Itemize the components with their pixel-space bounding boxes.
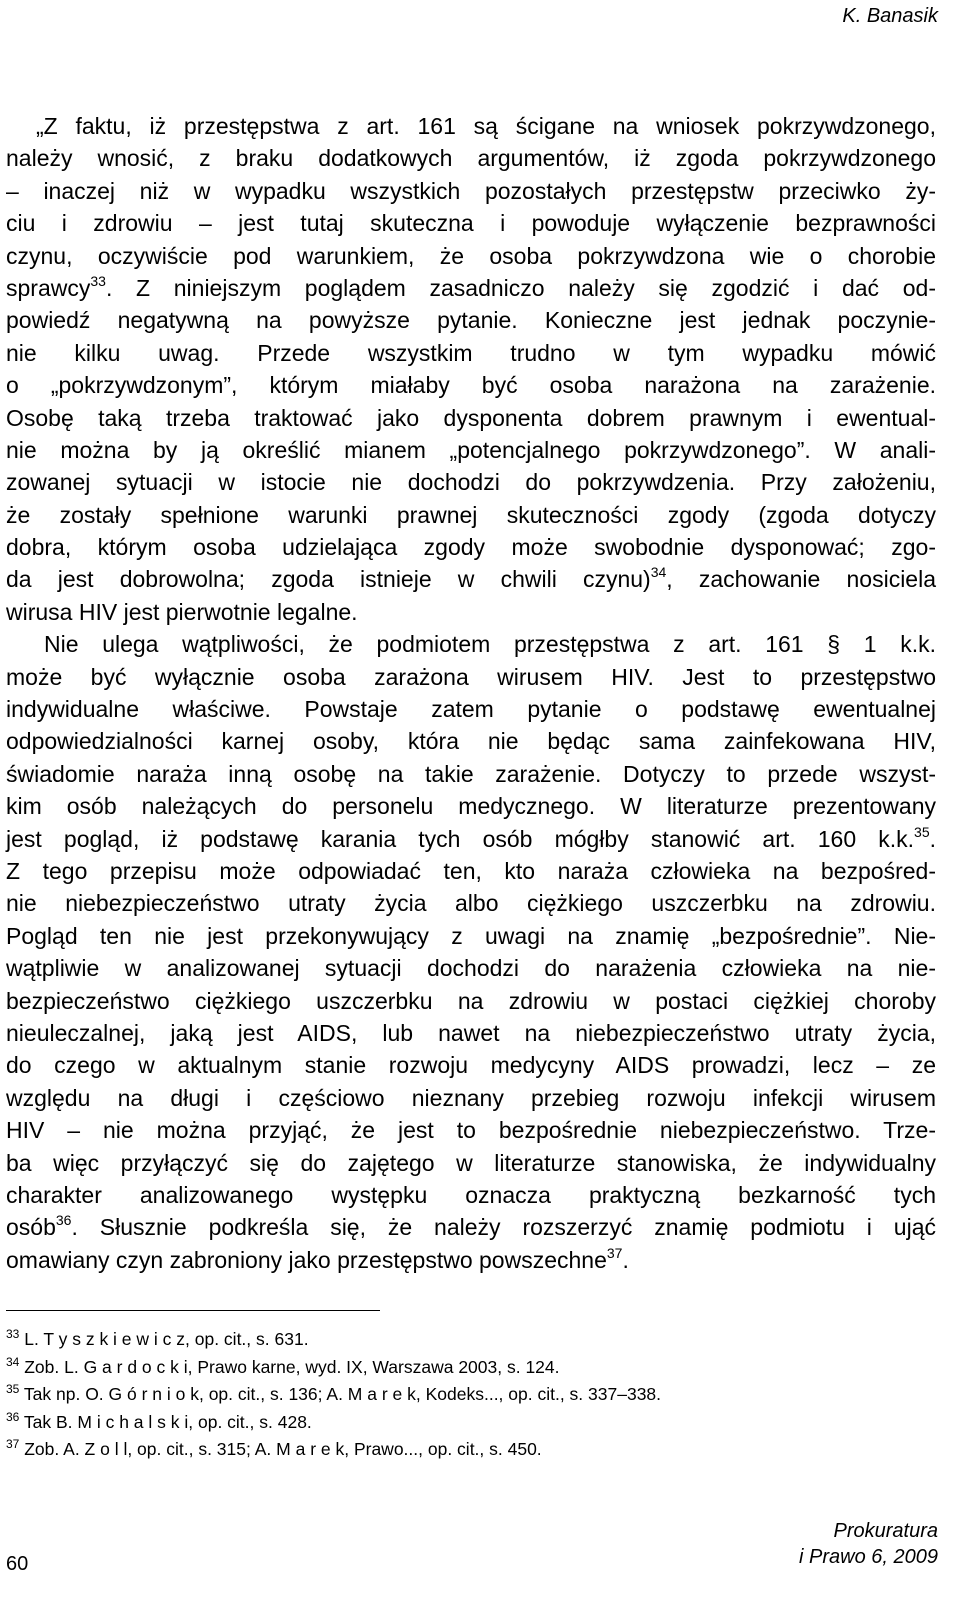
body-line-text: nie kilku uwag. Przede wszystkim trudno w tym wypadku mówić	[6, 339, 936, 366]
body-line	[6, 628, 936, 660]
body-line-text: zowanej sytuacji w istocie nie dochodzi do pokrzywdzenia. Przy założeniu,	[6, 469, 936, 496]
body-line	[6, 563, 936, 595]
footnote-reference: 33	[90, 272, 106, 289]
footnote	[6, 1409, 936, 1437]
body-line	[6, 823, 936, 855]
body-line-text: należy wnosić, z braku dodatkowych argumentów, iż zgoda pokrzywdzonego	[6, 145, 936, 172]
body-line-text-after: . Z niniejszym poglądem zasadniczo należy się zgodzić i dać od-	[105, 274, 936, 301]
body-line	[6, 142, 936, 174]
journal-title: Prokuratura	[833, 1520, 938, 1542]
body-line-text-after: , zachowanie nosiciela	[666, 566, 936, 593]
footnote-text: Zob. L. G a r d o c k i, Prawo karne, wyd. IX, Warszawa 2003, s. 124.	[24, 1356, 560, 1377]
body-line	[6, 661, 936, 693]
body-line	[6, 920, 936, 952]
journal-footer	[799, 1518, 938, 1570]
body-line-text: kim osób należących do personelu medycznego. W literaturze prezentowany	[6, 793, 936, 820]
footnote	[6, 1436, 936, 1464]
body-line-text-after: .	[929, 825, 936, 852]
body-line-text: że zostały spełnione warunki prawnej skuteczności zgody (zgoda dotyczy	[6, 501, 936, 528]
body-line	[6, 887, 936, 919]
body-line-text-after: .	[622, 1246, 629, 1273]
footnote-text: Tak np. O. G ó r n i o k, op. cit., s. 136; A. M a r e k, Kodeks..., op. cit., s. 337–338.	[23, 1384, 662, 1405]
body-line	[6, 985, 936, 1017]
body-line	[6, 337, 936, 369]
body-line	[6, 1082, 936, 1114]
body-line	[6, 790, 936, 822]
body-line-text: względu na długi i częściowo nieznany przebieg rozwoju infekcji wirusem	[6, 1084, 936, 1111]
body-line-text: odpowiedzialności karnej osoby, która nie będąc sama zainfekowana HIV,	[6, 728, 936, 755]
body-line-text-after: . Słusznie podkreśla się, że należy rozszerzyć znamię podmiotu i ująć	[71, 1214, 936, 1241]
body-line-text: omawiany czyn zabroniony jako przestępstwo powszechne	[6, 1246, 607, 1273]
body-line	[6, 952, 936, 984]
body-line	[6, 693, 936, 725]
footnote-text: Tak B. M i c h a l s k i, op. cit., s. 428.	[23, 1411, 312, 1432]
body-line	[6, 175, 936, 207]
footnote	[6, 1381, 936, 1409]
body-line	[6, 1147, 936, 1179]
body-line-text: bezpieczeństwo ciężkiego uszczerbku na zdrowiu w postaci ciężkiej choroby	[6, 987, 936, 1014]
body-line	[6, 758, 936, 790]
footnote-text: Zob. A. Z o l l, op. cit., s. 315; A. M a r e k, Prawo..., op. cit., s. 450.	[24, 1439, 542, 1460]
body-text	[6, 110, 936, 1276]
footnote-reference: 35	[914, 823, 930, 840]
footnote-reference: 34	[650, 564, 667, 581]
body-line	[6, 272, 936, 304]
body-line-text: Osobę taką trzeba traktować jako dysponenta dobrem prawnym i ewentual-	[6, 404, 936, 431]
body-line	[6, 1211, 936, 1243]
body-line-text: sprawcy	[6, 274, 91, 301]
body-line	[6, 207, 936, 239]
footnote-number: 33	[6, 1327, 20, 1341]
body-line-text: „Z faktu, iż przestępstwa z art. 161 są ścigane na wniosek pokrzywdzonego,	[36, 113, 936, 139]
page-number: 60	[6, 1553, 29, 1575]
footnote-reference: 37	[606, 1244, 623, 1261]
body-line	[6, 596, 936, 628]
body-line-text: osób	[6, 1214, 56, 1241]
footnote	[6, 1326, 936, 1354]
body-line-text: nie niebezpieczeństwo utraty życia albo ciężkiego uszczerbku na zdrowiu.	[6, 890, 936, 917]
body-line	[6, 531, 936, 563]
footnote-text: L. T y s z k i e w i c z, op. cit., s. 631.	[24, 1329, 309, 1349]
body-line	[6, 1049, 936, 1081]
body-line	[6, 1179, 936, 1211]
body-line	[6, 110, 936, 142]
body-line-text: Nie ulega wątpliwości, że podmiotem przestępstwa z art. 161 § 1 k.k.	[44, 631, 936, 658]
body-line-text: ba więc przyłączyć się do zajętego w literaturze stanowiska, że indywidualny	[6, 1149, 936, 1176]
body-line-text: nie można by ją określić mianem „potencjalnego pokrzywdzonego”. W anali-	[6, 436, 936, 463]
body-line-text: Pogląd ten nie jest przekonywujący z uwagi na znamię „bezpośrednie”. Nie-	[6, 922, 936, 949]
footnote-number: 37	[6, 1437, 20, 1452]
body-line-text: dobra, którym osoba udzielająca zgody może swobodnie dysponować; zgo-	[6, 534, 936, 561]
body-line-text: charakter analizowanego występku oznacza praktyczną bezkarność tych	[6, 1181, 936, 1208]
body-line-text: HIV – nie można przyjąć, że jest to bezpośrednie niebezpieczeństwo. Trze-	[6, 1117, 936, 1144]
journal-issue: i Prawo 6, 2009	[799, 1546, 938, 1568]
footnote-number: 34	[6, 1354, 20, 1369]
body-line	[6, 434, 936, 466]
body-line	[6, 1114, 936, 1146]
footnotes	[6, 1326, 936, 1464]
body-line	[6, 1244, 936, 1276]
body-line-text: da jest dobrowolna; zgoda istnieje w chwili czynu)	[6, 566, 651, 593]
footnote-number: 36	[6, 1409, 20, 1424]
body-line-text: wątpliwie w analizowanej sytuacji dochodzi do narażenia człowieka na nie-	[6, 955, 936, 982]
body-line-text: o „pokrzywdzonym”, którym miałaby być osoba narażona na zarażenie.	[6, 372, 936, 399]
body-line	[6, 499, 936, 531]
body-line-text: czynu, oczywiście pod warunkiem, że osoba pokrzywdzona wie o chorobie	[6, 242, 936, 269]
body-line	[6, 369, 936, 401]
body-line-text: do czego w aktualnym stanie rozwoju medycyny AIDS prowadzi, lecz – ze	[6, 1052, 936, 1079]
footnote-separator	[6, 1310, 380, 1311]
running-header-author: K. Banasik	[842, 5, 938, 27]
body-line	[6, 240, 936, 272]
body-line-text: indywidualne właściwe. Powstaje zatem pytanie o podstawę ewentualnej	[6, 696, 936, 723]
body-line-text: ciu i zdrowiu – jest tutaj skuteczna i powoduje wyłączenie bezprawności	[6, 210, 936, 237]
body-line	[6, 304, 936, 336]
body-line-text: powiedź negatywną na powyższe pytanie. Konieczne jest jednak poczynie-	[6, 307, 936, 334]
body-line-text: wirusa HIV jest pierwotnie legalne.	[6, 598, 358, 625]
body-line-text: Z tego przepisu może odpowiadać ten, kto naraża człowieka na bezpośred-	[6, 857, 936, 884]
body-line-text: świadomie naraża inną osobę na takie zarażenie. Dotyczy to przede wszyst-	[6, 760, 936, 787]
body-line	[6, 855, 936, 887]
footnote-reference: 36	[55, 1212, 72, 1229]
body-line	[6, 466, 936, 498]
body-line	[6, 1017, 936, 1049]
body-line-text: jest pogląd, iż podstawę karania tych osób mógłby stanowić art. 160 k.k.	[6, 825, 915, 852]
body-line	[6, 725, 936, 757]
body-line	[6, 402, 936, 434]
footnote	[6, 1354, 936, 1382]
body-line-text: nieuleczalnej, jaką jest AIDS, lub nawet na niebezpieczeństwo utraty życia,	[6, 1019, 936, 1046]
body-line-text: – inaczej niż w wypadku wszystkich pozostałych przestępstw przeciwko ży-	[6, 177, 936, 204]
footnote-number: 35	[6, 1382, 20, 1397]
body-line-text: może być wyłącznie osoba zarażona wirusem HIV. Jest to przestępstwo	[6, 663, 936, 690]
